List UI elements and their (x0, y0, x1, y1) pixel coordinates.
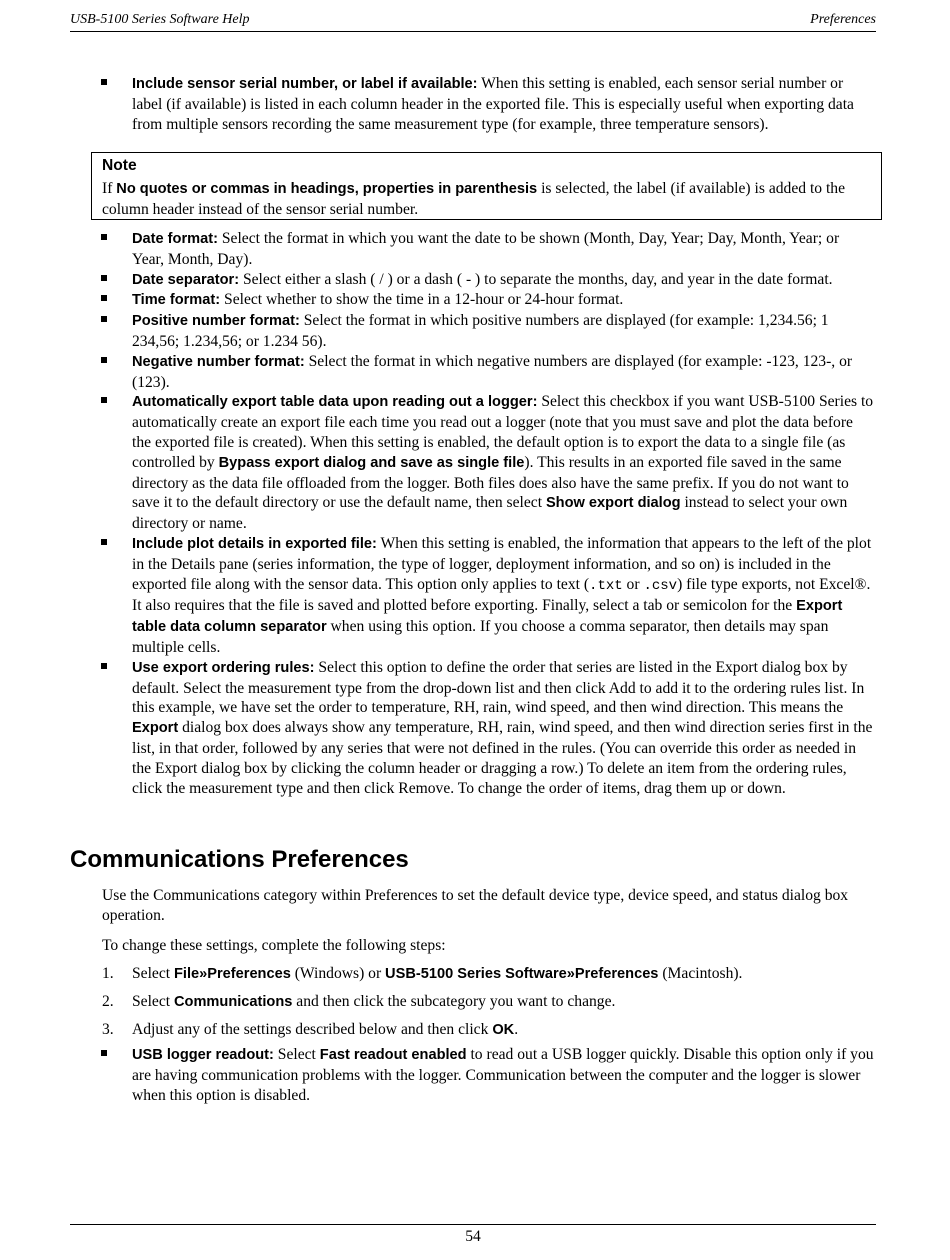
header-section-title: Preferences (810, 12, 876, 27)
bullet-marker (101, 316, 107, 322)
steps-list (0, 964, 950, 1047)
bullet-marker (101, 234, 107, 240)
list-item-plot-details (0, 534, 950, 658)
menu-path: USB-5100 Series Software»Preferences (385, 966, 659, 982)
section-intro: Use the Communications category within Preferences to set the default device type, device speed, and status dialog box operation. (102, 887, 849, 924)
note-body (102, 179, 871, 220)
code-ext: .csv (643, 577, 678, 594)
note-text: If (102, 179, 117, 197)
desc: instead to select your own directory or name. (132, 494, 848, 533)
desc: to read out a USB logger quickly. Disable this option only if you are having communication problems with the logger. Communication between the computer and the logger is slower when this option is disabled. (132, 1046, 874, 1104)
desc: or (622, 575, 644, 593)
desc: ) file type exports, not Excel®. It also requires that the file is saved and plotted before exporting. Finally, select a tab or semicolon for the (132, 575, 871, 615)
bullet-marker (101, 357, 107, 363)
bold-ref: Show export dialog (545, 495, 681, 512)
term: Date separator: (132, 271, 240, 288)
section-heading: Communications Preferences (70, 846, 409, 873)
desc: dialog box does always show any temperature, RH, rain, wind speed, and then wind direction series first in the list, in that order, followed by any series that were not defined in the rules. (You can override this order as needed in the Export dialog box by clicking the column header or dragging a row.) To delete an item from the ordering rules, click the measurement type and then click Remove. To change the order of items, drag them up or down. (132, 719, 873, 797)
bold-ref: Export (132, 720, 179, 737)
step-item (0, 992, 950, 1013)
list-item-positive-format (0, 311, 950, 352)
note-bold-text: No quotes or commas in headings, properties in parenthesis (116, 180, 538, 197)
step-text: (Windows) or (290, 965, 386, 982)
bullet-marker (101, 1050, 107, 1056)
list-item-negative-format (0, 352, 950, 393)
page-header (70, 11, 876, 32)
term: Positive number format: (132, 313, 300, 330)
desc: when using this option. If you choose a comma separator, then details may span multiple cells. (132, 618, 829, 656)
button-ref: OK (492, 1021, 515, 1038)
export-settings-list (0, 229, 950, 798)
desc: ). This results in an exported file saved in the same directory as the data file offloaded from the logger. Both files does also have the same prefix. If you do not want to save it to the default directory or use the default name, then select (132, 453, 849, 512)
bullet-marker (101, 397, 107, 403)
step-text: . (514, 1020, 519, 1038)
desc: When this setting is enabled, the information that appears to the left of the plot in the Details pane (series information, the type of logger, deployment information, and so on) is included in the exported file along with the sensor data. This option only applies to text ( (132, 534, 872, 593)
desc: Select either a slash ( / ) or a dash ( - ) to separate the months, day, and year in the date format. (239, 270, 833, 288)
desc: Select the format in which negative numbers are displayed (for example: -123, 123-, or (123). (132, 352, 853, 391)
menu-path: File»Preferences (174, 966, 291, 982)
bullet-marker (101, 539, 107, 545)
bullet-marker (101, 79, 107, 85)
desc: Select whether to show the time in a 12-hour or 24-hour format. (220, 291, 624, 309)
desc: Select this checkbox if you want USB-5100 Series to automatically create an export file each time you read out a logger (note that you must save and plot the data before the exported file is created). When this setting is enabled, the default option is to export the data to a single file (as controlled by (132, 393, 874, 471)
term: Date format: (132, 231, 218, 247)
bullet-marker (101, 295, 107, 301)
page-number: 54 (465, 1228, 481, 1245)
bullet-marker (101, 663, 107, 669)
step-text: Select (132, 992, 174, 1010)
note-text: is selected, the label (if available) is added to the column header instead of the sensor serial number. (102, 179, 846, 218)
desc: When this setting is enabled, each sensor serial number or label (if available) is listed in each column header in the exported file. This is especially useful when exporting data from multiple sensors recording the same measurement type (for example, three temperature sensors). (132, 75, 854, 133)
page-footer (70, 1224, 876, 1246)
step-text: Select (132, 965, 174, 982)
term: Include sensor serial number, or label if available: (132, 76, 478, 92)
header-doc-title: USB-5100 Series Software Help (70, 12, 250, 27)
term: Time format: (132, 292, 221, 309)
list-item-date-separator (0, 270, 950, 291)
steps-intro: To change these settings, complete the following steps: (102, 937, 446, 954)
communications-settings-list (0, 1045, 950, 1105)
desc: Select the format in which positive numbers are displayed (for example: 1,234.56; 1 234,56; 1.234,56; or 1.234 56). (132, 312, 829, 350)
list-item-ordering-rules (0, 658, 950, 799)
list-item-sensor-serial (0, 74, 950, 134)
term: Negative number format: (132, 353, 305, 370)
desc: Select this option to define the order that series are listed in the Export dialog box by default. Select the measurement type from the drop-down list and then click Add to add it to the ordering rules list. In this example, we have set the order to temperature, RH, rain, wind speed, and then wind direction. This means the (132, 658, 865, 717)
step-item (0, 1020, 950, 1041)
step-text: (Macintosh). (658, 965, 743, 982)
desc: Select (273, 1046, 320, 1063)
step-text: and then click the subcategory you want to change. (292, 992, 616, 1010)
code-ext: .txt (589, 577, 623, 594)
step-number: 1. (102, 965, 114, 982)
bold-ref: Bypass export dialog and save as single file (218, 454, 525, 471)
note-title: Note (102, 157, 137, 174)
step-number: 3. (102, 1020, 114, 1038)
desc: Select the format in which you want the date to be shown (Month, Day, Year; Day, Month, Year; or Year, Month, Day). (132, 230, 840, 268)
term: Use export ordering rules: (132, 659, 315, 676)
step-text: Adjust any of the settings described below and then click (132, 1020, 493, 1038)
list-item-usb-readout (0, 1045, 950, 1105)
list-item-date-format (0, 229, 950, 270)
list-item-auto-export (0, 392, 950, 534)
step-item (0, 964, 950, 985)
export-settings-list-top (0, 74, 950, 134)
list-item-time-format (0, 290, 950, 311)
term: USB logger readout: (132, 1047, 274, 1063)
term: Include plot details in exported file: (132, 535, 377, 552)
bullet-marker (101, 275, 107, 281)
menu-path: Communications (174, 993, 293, 1010)
step-number: 2. (102, 992, 114, 1010)
bold-ref: Fast readout enabled (319, 1047, 467, 1063)
note-box (91, 152, 882, 220)
term: Automatically export table data upon reading out a logger: (132, 394, 538, 411)
bold-ref: Export table data column separator (132, 598, 843, 636)
